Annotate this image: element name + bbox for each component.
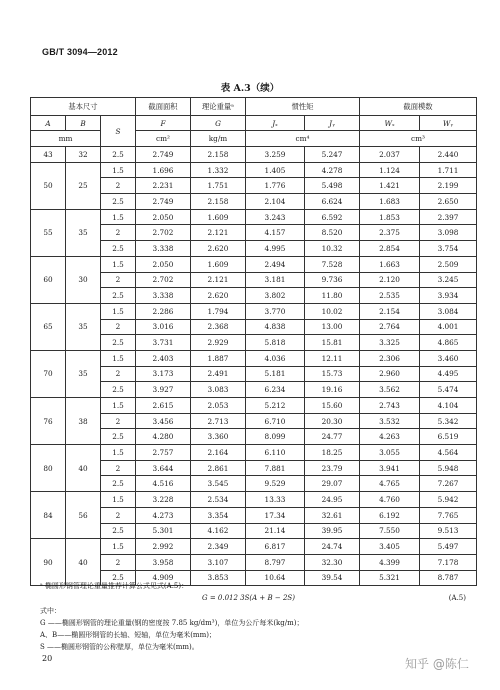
cell-modulus-x: 4.399 [360, 554, 420, 570]
cell-modulus-y: 3.754 [420, 241, 477, 257]
cell-wall-thickness: 1.5 [101, 492, 136, 508]
cell-modulus-x: 1.663 [360, 256, 420, 272]
cell-wall-thickness: 1.5 [101, 162, 136, 178]
cell-wall-thickness: 2.5 [101, 194, 136, 210]
cell-wall-thickness: 2 [101, 366, 136, 382]
cell-inertia-x: 3.243 [246, 209, 305, 225]
cell-wall-thickness: 1.5 [101, 398, 136, 414]
cell-modulus-y: 5.942 [420, 492, 477, 508]
cell-inertia-x: 10.64 [246, 570, 305, 586]
cell-weight: 2.349 [191, 539, 246, 555]
cell-modulus-y: 7.178 [420, 554, 477, 570]
cell-modulus-x: 3.941 [360, 460, 420, 476]
cell-inertia-y: 11.80 [305, 288, 360, 304]
cell-inertia-y: 20.30 [305, 413, 360, 429]
cell-area: 2.286 [136, 303, 191, 319]
cell-inertia-x: 5.212 [246, 398, 305, 414]
unit-kgm: kg/m [191, 131, 246, 147]
cell-inertia-y: 24.77 [305, 429, 360, 445]
cell-weight: 1.751 [191, 178, 246, 194]
cell-inertia-x: 7.881 [246, 460, 305, 476]
cell-wall-thickness: 2 [101, 225, 136, 241]
cell-inertia-x: 6.817 [246, 539, 305, 555]
header-Jy: Jᵧ [305, 116, 360, 131]
cell-inertia-y: 15.60 [305, 398, 360, 414]
cell-b: 56 [66, 492, 101, 539]
watermark: 知乎 @陈仁 [405, 657, 469, 671]
cell-area: 4.280 [136, 429, 191, 445]
cell-wall-thickness: 2.5 [101, 241, 136, 257]
table-row [31, 147, 477, 163]
cell-modulus-x: 4.760 [360, 492, 420, 508]
cell-inertia-x: 1.776 [246, 178, 305, 194]
cell-modulus-x: 2.854 [360, 241, 420, 257]
cell-weight: 3.354 [191, 507, 246, 523]
cell-modulus-x: 6.192 [360, 507, 420, 523]
cell-area: 3.338 [136, 288, 191, 304]
cell-weight: 2.929 [191, 335, 246, 351]
cell-b: 32 [66, 147, 101, 163]
cell-b: 35 [66, 303, 101, 350]
cell-wall-thickness: 2 [101, 507, 136, 523]
cell-inertia-x: 4.838 [246, 319, 305, 335]
cell-inertia-y: 5.498 [305, 178, 360, 194]
cell-modulus-y: 3.084 [420, 303, 477, 319]
footnote-intro: ᵃ 椭圆形钢管理论重量推荐计算公式见式(A.5)： [40, 582, 189, 590]
cell-inertia-y: 24.74 [305, 539, 360, 555]
cell-modulus-x: 2.960 [360, 366, 420, 382]
cell-modulus-x: 2.535 [360, 288, 420, 304]
cell-inertia-y: 10.02 [305, 303, 360, 319]
cell-wall-thickness: 1.5 [101, 256, 136, 272]
cell-weight: 2.491 [191, 366, 246, 382]
cell-inertia-y: 8.520 [305, 225, 360, 241]
cell-a: 80 [31, 445, 66, 492]
cell-modulus-x: 3.325 [360, 335, 420, 351]
cell-modulus-y: 9.513 [420, 523, 477, 539]
cell-modulus-x: 5.321 [360, 570, 420, 586]
cell-inertia-x: 8.797 [246, 554, 305, 570]
header-basic-size: 基本尺寸 [31, 98, 136, 116]
cell-area: 2.050 [136, 256, 191, 272]
cell-area: 2.749 [136, 147, 191, 163]
cell-inertia-y: 9.736 [305, 272, 360, 288]
table-row [31, 162, 477, 178]
table-body [31, 147, 477, 586]
cell-inertia-y: 29.07 [305, 476, 360, 492]
cell-inertia-x: 21.14 [246, 523, 305, 539]
header-Wx: Wₓ [360, 116, 420, 131]
cell-modulus-y: 7.765 [420, 507, 477, 523]
cell-wall-thickness: 2.5 [101, 382, 136, 398]
header-G: G [191, 116, 246, 131]
header-inertia: 惯性矩 [246, 98, 360, 116]
definition-AB: A、B——椭圆形钢管的长轴、短轴，单位为毫米(mm)； [40, 631, 216, 640]
cell-modulus-x: 3.532 [360, 413, 420, 429]
page-number: 20 [42, 654, 53, 663]
cell-modulus-x: 3.055 [360, 445, 420, 461]
header-Jx: Jₓ [246, 116, 305, 131]
table-row [31, 256, 477, 272]
section-properties-table [30, 97, 477, 586]
cell-modulus-y: 2.440 [420, 147, 477, 163]
cell-wall-thickness: 2 [101, 272, 136, 288]
cell-modulus-y: 5.497 [420, 539, 477, 555]
table-row [31, 303, 477, 319]
cell-weight: 2.620 [191, 241, 246, 257]
cell-weight: 1.887 [191, 350, 246, 366]
table-row [31, 445, 477, 461]
cell-area: 2.231 [136, 178, 191, 194]
standard-code: GB/T 3094—2012 [42, 47, 118, 57]
cell-inertia-x: 6.110 [246, 445, 305, 461]
cell-inertia-x: 3.259 [246, 147, 305, 163]
cell-wall-thickness: 1.5 [101, 209, 136, 225]
cell-b: 25 [66, 162, 101, 209]
cell-area: 3.958 [136, 554, 191, 570]
cell-a: 84 [31, 492, 66, 539]
cell-area: 3.016 [136, 319, 191, 335]
cell-inertia-y: 4.278 [305, 162, 360, 178]
cell-modulus-y: 4.564 [420, 445, 477, 461]
cell-inertia-x: 8.099 [246, 429, 305, 445]
cell-area: 3.927 [136, 382, 191, 398]
cell-a: 70 [31, 350, 66, 397]
cell-modulus-y: 3.098 [420, 225, 477, 241]
header-weight: 理论重量ᵃ [191, 98, 246, 116]
cell-a: 50 [31, 162, 66, 209]
cell-inertia-x: 3.770 [246, 303, 305, 319]
cell-area: 2.757 [136, 445, 191, 461]
cell-inertia-y: 13.00 [305, 319, 360, 335]
cell-weight: 2.534 [191, 492, 246, 508]
cell-weight: 2.861 [191, 460, 246, 476]
table-row [31, 539, 477, 555]
cell-weight: 2.158 [191, 194, 246, 210]
cell-weight: 1.609 [191, 209, 246, 225]
cell-modulus-x: 4.765 [360, 476, 420, 492]
header-modulus: 截面模数 [360, 98, 477, 116]
cell-b: 38 [66, 398, 101, 445]
cell-wall-thickness: 2 [101, 178, 136, 194]
cell-wall-thickness: 2.5 [101, 429, 136, 445]
unit-mm: mm [31, 131, 101, 147]
cell-modulus-y: 2.650 [420, 194, 477, 210]
cell-modulus-x: 2.743 [360, 398, 420, 414]
cell-area: 4.273 [136, 507, 191, 523]
cell-modulus-y: 4.495 [420, 366, 477, 382]
cell-a: 76 [31, 398, 66, 445]
cell-area: 3.338 [136, 241, 191, 257]
cell-weight: 2.713 [191, 413, 246, 429]
table-row [31, 209, 477, 225]
cell-area: 2.702 [136, 225, 191, 241]
cell-modulus-y: 8.787 [420, 570, 477, 586]
cell-modulus-y: 4.104 [420, 398, 477, 414]
cell-inertia-y: 32.30 [305, 554, 360, 570]
cell-wall-thickness: 1.5 [101, 539, 136, 555]
cell-b: 35 [66, 209, 101, 256]
cell-weight: 1.332 [191, 162, 246, 178]
cell-area: 2.403 [136, 350, 191, 366]
cell-modulus-y: 1.711 [420, 162, 477, 178]
cell-a: 90 [31, 539, 66, 586]
cell-area: 3.731 [136, 335, 191, 351]
cell-modulus-x: 1.853 [360, 209, 420, 225]
cell-inertia-x: 4.036 [246, 350, 305, 366]
cell-wall-thickness: 2.5 [101, 523, 136, 539]
cell-modulus-x: 2.037 [360, 147, 420, 163]
cell-inertia-x: 1.405 [246, 162, 305, 178]
cell-area: 4.909 [136, 570, 191, 586]
header-F: F [136, 116, 191, 131]
cell-modulus-x: 7.550 [360, 523, 420, 539]
header-A: A [31, 116, 66, 131]
header-S: S [101, 116, 136, 147]
cell-inertia-x: 4.995 [246, 241, 305, 257]
cell-modulus-y: 5.342 [420, 413, 477, 429]
cell-area: 2.615 [136, 398, 191, 414]
cell-inertia-y: 39.95 [305, 523, 360, 539]
formula-number: (A.5) [448, 594, 466, 603]
cell-wall-thickness: 1.5 [101, 445, 136, 461]
cell-a: 60 [31, 256, 66, 303]
cell-area: 3.228 [136, 492, 191, 508]
cell-inertia-y: 15.81 [305, 335, 360, 351]
cell-modulus-x: 2.120 [360, 272, 420, 288]
table-title: 表 A.3（续） [220, 83, 280, 94]
definition-G: G ——椭圆形钢管的理论重量(钢的密度按 7.85 kg/dm³)，单位为公斤每米(kg/m)； [40, 618, 304, 627]
cell-area: 3.644 [136, 460, 191, 476]
cell-wall-thickness: 2.5 [101, 288, 136, 304]
formula-row [40, 592, 466, 604]
formula: G = 0.012 3S(A + B − 2S) [202, 594, 295, 603]
cell-inertia-y: 32.61 [305, 507, 360, 523]
where-label: 式中： [40, 606, 61, 615]
cell-modulus-x: 2.306 [360, 350, 420, 366]
cell-modulus-y: 5.948 [420, 460, 477, 476]
cell-weight: 3.853 [191, 570, 246, 586]
cell-modulus-x: 2.375 [360, 225, 420, 241]
header-Wy: Wᵧ [420, 116, 477, 131]
header-area: 截面面积 [136, 98, 191, 116]
cell-inertia-x: 5.181 [246, 366, 305, 382]
unit-cm4: cm⁴ [246, 131, 360, 147]
cell-weight: 3.083 [191, 382, 246, 398]
cell-inertia-x: 6.710 [246, 413, 305, 429]
cell-inertia-y: 24.95 [305, 492, 360, 508]
unit-cm2: cm² [136, 131, 191, 147]
cell-area: 1.696 [136, 162, 191, 178]
cell-inertia-y: 23.79 [305, 460, 360, 476]
cell-wall-thickness: 2 [101, 554, 136, 570]
cell-area: 3.456 [136, 413, 191, 429]
cell-modulus-x: 1.124 [360, 162, 420, 178]
cell-modulus-y: 2.397 [420, 209, 477, 225]
cell-modulus-y: 7.267 [420, 476, 477, 492]
cell-modulus-x: 1.683 [360, 194, 420, 210]
cell-inertia-y: 19.16 [305, 382, 360, 398]
cell-inertia-y: 10.32 [305, 241, 360, 257]
cell-area: 4.516 [136, 476, 191, 492]
cell-modulus-y: 3.934 [420, 288, 477, 304]
cell-a: 55 [31, 209, 66, 256]
unit-cm3: cm³ [360, 131, 477, 147]
cell-area: 2.992 [136, 539, 191, 555]
cell-weight: 2.368 [191, 319, 246, 335]
cell-inertia-y: 39.54 [305, 570, 360, 586]
cell-b: 40 [66, 445, 101, 492]
cell-area: 2.702 [136, 272, 191, 288]
footnote [40, 580, 466, 654]
cell-inertia-x: 4.157 [246, 225, 305, 241]
cell-wall-thickness: 2.5 [101, 335, 136, 351]
cell-inertia-y: 15.73 [305, 366, 360, 382]
cell-weight: 2.053 [191, 398, 246, 414]
table-row [31, 492, 477, 508]
cell-b: 30 [66, 256, 101, 303]
table-row [31, 398, 477, 414]
cell-modulus-y: 4.865 [420, 335, 477, 351]
cell-area: 5.301 [136, 523, 191, 539]
cell-a: 65 [31, 303, 66, 350]
cell-inertia-x: 2.494 [246, 256, 305, 272]
cell-inertia-y: 5.247 [305, 147, 360, 163]
cell-inertia-x: 5.818 [246, 335, 305, 351]
cell-weight: 3.360 [191, 429, 246, 445]
cell-weight: 3.107 [191, 554, 246, 570]
cell-modulus-x: 2.154 [360, 303, 420, 319]
cell-weight: 2.620 [191, 288, 246, 304]
cell-inertia-y: 7.528 [305, 256, 360, 272]
cell-weight: 1.794 [191, 303, 246, 319]
cell-inertia-y: 6.592 [305, 209, 360, 225]
cell-wall-thickness: 2 [101, 413, 136, 429]
cell-wall-thickness: 1.5 [101, 350, 136, 366]
cell-modulus-y: 2.509 [420, 256, 477, 272]
cell-inertia-x: 17.34 [246, 507, 305, 523]
cell-inertia-x: 3.181 [246, 272, 305, 288]
cell-weight: 1.609 [191, 256, 246, 272]
table-row [31, 350, 477, 366]
cell-wall-thickness: 2 [101, 460, 136, 476]
cell-wall-thickness: 1.5 [101, 303, 136, 319]
cell-area: 2.749 [136, 194, 191, 210]
cell-modulus-x: 3.405 [360, 539, 420, 555]
cell-modulus-y: 6.519 [420, 429, 477, 445]
cell-modulus-x: 3.562 [360, 382, 420, 398]
cell-wall-thickness: 2.5 [101, 570, 136, 586]
cell-b: 35 [66, 350, 101, 397]
cell-inertia-y: 6.624 [305, 194, 360, 210]
cell-weight: 2.158 [191, 147, 246, 163]
cell-weight: 2.121 [191, 225, 246, 241]
cell-weight: 4.162 [191, 523, 246, 539]
cell-inertia-x: 9.529 [246, 476, 305, 492]
cell-modulus-x: 1.421 [360, 178, 420, 194]
cell-inertia-y: 12.11 [305, 350, 360, 366]
cell-weight: 2.121 [191, 272, 246, 288]
cell-inertia-x: 2.104 [246, 194, 305, 210]
cell-area: 2.050 [136, 209, 191, 225]
cell-a: 43 [31, 147, 66, 163]
cell-wall-thickness: 2.5 [101, 147, 136, 163]
cell-inertia-x: 6.234 [246, 382, 305, 398]
header-B: B [66, 116, 101, 131]
cell-area: 3.173 [136, 366, 191, 382]
cell-wall-thickness: 2.5 [101, 476, 136, 492]
cell-modulus-x: 4.263 [360, 429, 420, 445]
cell-modulus-x: 2.764 [360, 319, 420, 335]
cell-weight: 3.545 [191, 476, 246, 492]
cell-b: 40 [66, 539, 101, 586]
cell-modulus-y: 3.460 [420, 350, 477, 366]
cell-modulus-y: 3.245 [420, 272, 477, 288]
cell-weight: 2.164 [191, 445, 246, 461]
cell-modulus-y: 2.199 [420, 178, 477, 194]
cell-inertia-x: 3.802 [246, 288, 305, 304]
cell-inertia-x: 13.33 [246, 492, 305, 508]
cell-inertia-y: 18.25 [305, 445, 360, 461]
cell-modulus-y: 4.001 [420, 319, 477, 335]
cell-modulus-y: 5.474 [420, 382, 477, 398]
definition-S: S ——椭圆形钢管的公称壁厚，单位为毫米(mm)。 [40, 643, 199, 652]
cell-wall-thickness: 2 [101, 319, 136, 335]
